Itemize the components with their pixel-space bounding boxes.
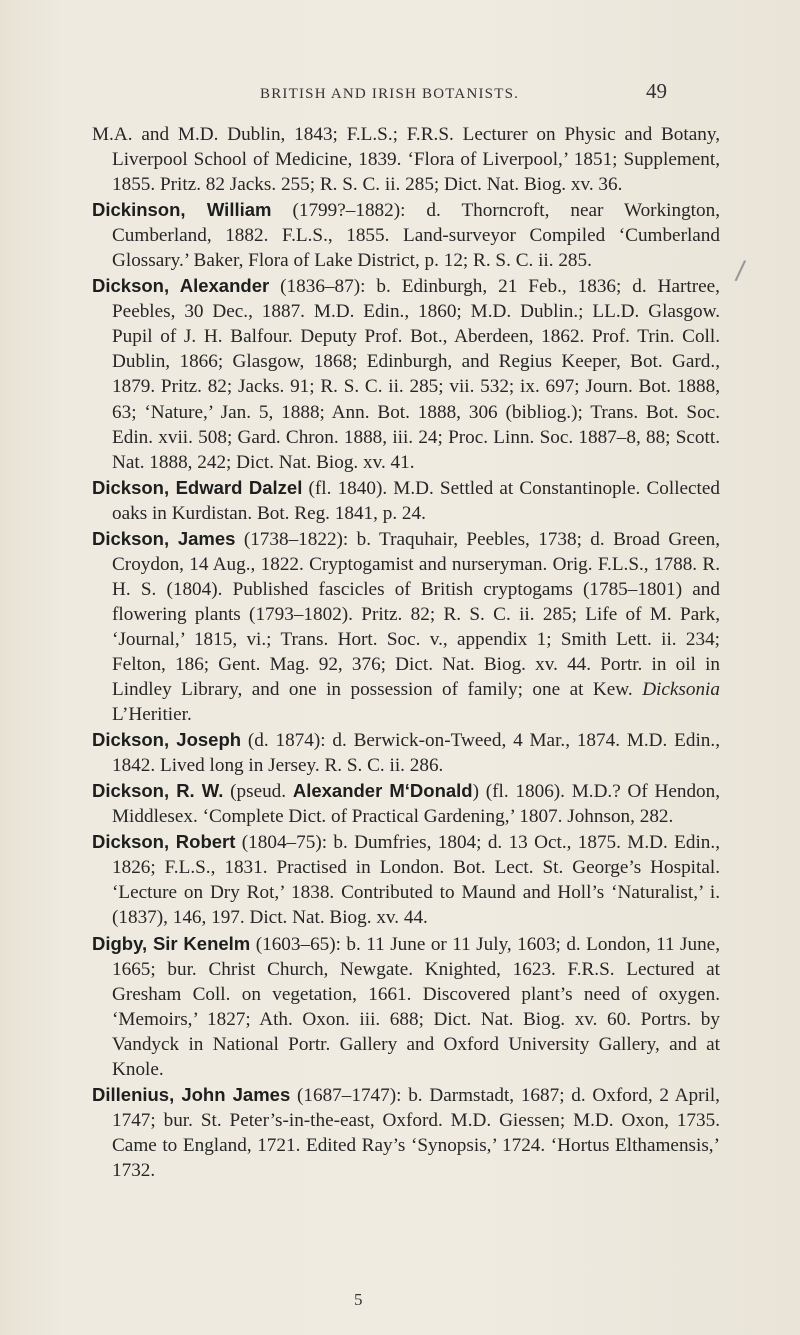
entry-name: Dillenius, John James — [92, 1083, 291, 1105]
signature-mark: 5 — [354, 1290, 363, 1309]
entry-name: Dickson, R. W. — [92, 780, 224, 802]
entry-text-tail: L’Heritier. — [112, 704, 192, 726]
entry-continuation — [92, 122, 720, 197]
entry-text-tail: ) (fl. 1806). M.D.? Of Hendon, Middlesex. ‘Complete Dict. of Practical Gardening,’ 1807. Johnson, 282. — [112, 781, 721, 828]
entry-dickson-edward-dalzel — [92, 475, 720, 526]
margin-pencil-mark: / — [733, 255, 747, 287]
entry-name: Dickson, Robert — [92, 831, 236, 853]
entry-dickson-joseph — [92, 727, 720, 778]
entry-text: (1836–87): b. Edinburgh, 21 Feb., 1836; d. Hartree, Peebles, 30 Dec., 1887. M.D. Edin., 1860; M.D. Dublin.; LL.D. Glasgow. Pupil of J. H. Balfour. Deputy Prof. Bot., Aberdeen, 1862. Prof. Trin. Coll. Dublin, 1866; Glasgow, 1868; Edinburgh, and Regius Keeper, Bot. Gard., 1879. Pritz. 82; Jacks. 91; R. S. C. ii. 285; vii. 532; ix. 697; Journ. Bot. 1888, 63; ‘Nature,’ Jan. 5, 1888; Ann. Bot. 1888, 306 (bibliog.); Trans. Bot. Soc. Edin. xvii. 508; Gard. Chron. 1888, iii. 24; Proc. Linn. Soc. 1887–8, 88; Scott. Nat. 1888, 242; Dict. Nat. Biog. xv. 41. — [112, 276, 720, 473]
page-number: 49 — [646, 79, 667, 103]
entry-text: (1603–65): b. 11 June or 11 July, 1603; d. London, 11 June, 1665; bur. Christ Church, Newgate. Knighted, 1623. F.R.S. Lectured at Gresham Coll. on vegetation, 1661. Discovered plant’s need of oxygen. ‘Memoirs,’ 1827; Ath. Oxon. iii. 688; Dict. Nat. Biog. xv. 60. Portrs. by Vandyck in National Portr. Gallery and Oxford University Gallery, and at Knole. — [112, 933, 720, 1080]
entry-dickson-james — [92, 526, 720, 727]
entry-name: Dickson, Alexander — [92, 275, 270, 297]
running-head: BRITISH AND IRISH BOTANISTS. — [260, 86, 520, 102]
entry-name: Dickson, James — [92, 527, 236, 549]
entry-name: Digby, Sir Kenelm — [92, 932, 251, 954]
entry-dickson-alexander — [92, 273, 720, 474]
entry-digby-kenelm — [92, 931, 720, 1082]
entry-text: (1738–1822): b. Traquhair, Peebles, 1738; d. Broad Green, Croydon, 14 Aug., 1822. Cryptogamist and nurseryman. Orig. F.L.S., 1788. R. H. S. (1804). Published fascicles of British cryptogams (1785–1801) and flowering plants (1793–1802). Pritz. 82; R. S. C. ii. 285; Life of M. Park, ‘Journal,’ 1815, vi.; Trans. Hort. Soc. v., appendix 1; Smith Lett. ii. 234; Felton, 186; Gent. Mag. 92, 376; Dict. Nat. Biog. xv. 44. Portr. in oil in Lindley Library, and one in possession of family; one at Kew. — [112, 528, 720, 701]
entry-text: (d. 1874): d. Berwick-on-Tweed, 4 Mar., 1874. M.D. Edin., 1842. Lived long in Jersey. R. S. C. ii. 286. — [112, 730, 720, 777]
entry-dillenius-john-james — [92, 1082, 720, 1183]
entry-text: (pseud. — [223, 781, 293, 803]
entry-pseudonym: Alexander M‘Donald — [292, 780, 473, 802]
entry-genus-name: Dicksonia — [642, 679, 720, 701]
entry-text: (fl. 1840). M.D. Settled at Constantinople. Collected oaks in Kurdistan. Bot. Reg. 1841, p. 24. — [112, 477, 720, 524]
entry-name: Dickinson, William — [92, 199, 272, 221]
entry-dickson-r-w — [92, 778, 720, 829]
entry-text: (1804–75): b. Dumfries, 1804; d. 13 Oct., 1875. M.D. Edin., 1826; F.L.S., 1831. Practised in London. Bot. Lect. St. George’s Hospital. ‘Lecture on Dry Rot,’ 1838. Contributed to Maund and Holl’s ‘Naturalist,’ i. (1837), 146, 197. Dict. Nat. Biog. xv. 44. — [112, 832, 720, 929]
entry-text: M.A. and M.D. Dublin, 1843; F.L.S.; F.R.S. Lecturer on Physic and Botany, Liverpool School of Medicine, 1839. ‘Flora of Liverpool,’ 1851; Supplement, 1855. Pritz. 82 Jacks. 255; R. S. C. ii. 285; Dict. Nat. Biog. xv. 36. — [92, 124, 720, 196]
entry-text: (1799?–1882): d. Thorncroft, near Workington, Cumberland, 1882. F.L.S., 1855. Land-surveyor Compiled ‘Cumberland Glossary.’ Baker, Flora of Lake District, p. 12; R. S. C. ii. 285. — [112, 200, 720, 272]
entry-text: (1687–1747): b. Darmstadt, 1687; d. Oxford, 2 April, 1747; bur. St. Peter’s-in-the-east, Oxford. M.D. Giessen; M.D. Oxon, 1735. Came to England, 1721. Edited Ray’s ‘Synopsis,’ 1724. ‘Hortus Elthamensis,’ 1732. — [112, 1084, 720, 1181]
entry-dickinson-william — [92, 197, 720, 273]
entry-name: Dickson, Edward Dalzel — [92, 476, 303, 498]
entries-list — [92, 122, 720, 1183]
entry-dickson-robert — [92, 829, 720, 930]
entry-name: Dickson, Joseph — [92, 729, 242, 751]
